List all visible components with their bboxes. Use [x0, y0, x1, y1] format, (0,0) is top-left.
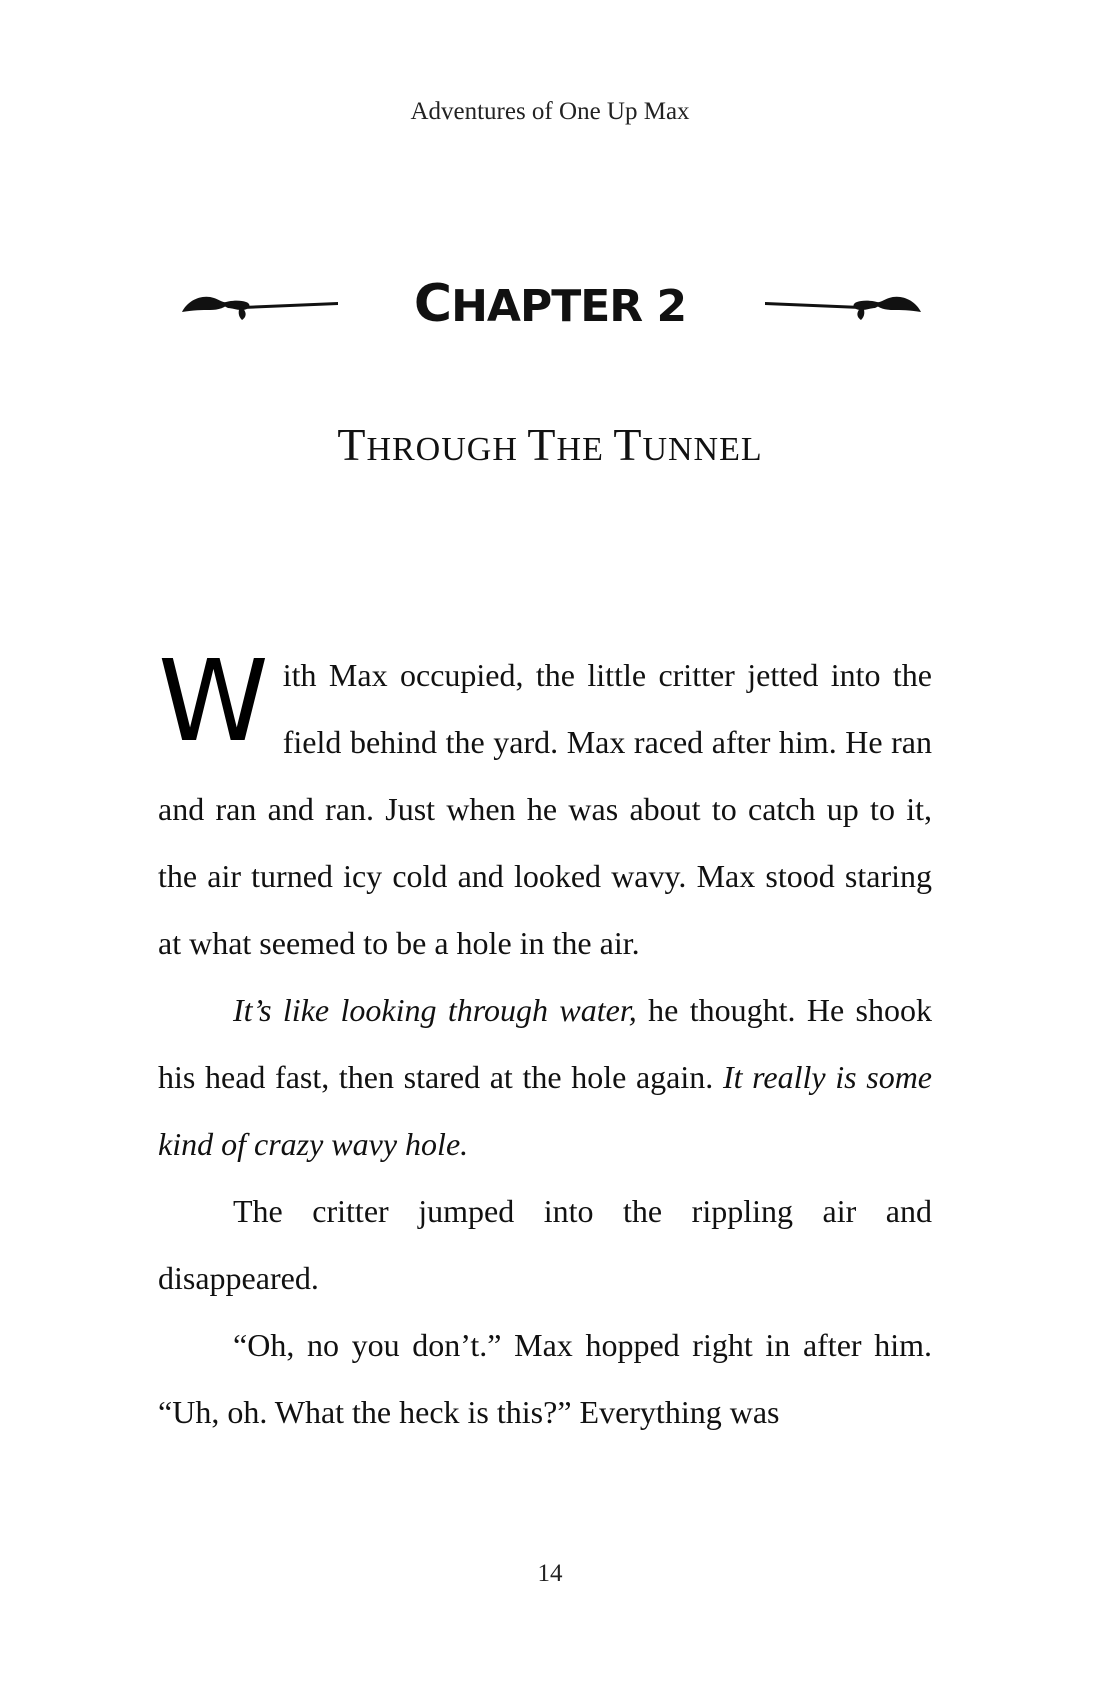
chapter-label: HAPTER 2: [451, 281, 687, 332]
paragraph-4: “Oh, no you don’t.” Max hopped right in after him. “Uh, oh. What the heck is this?” Everything was: [158, 1327, 932, 1430]
body-text: [158, 637, 933, 1446]
flourish-right-icon: [763, 286, 923, 326]
paragraph-3: The critter jumped into the rippling air and disappeared.: [158, 1193, 932, 1296]
paragraph-2: It’s like looking through water, he thought. He shook his head fast, then stared at the hole again. It really is some kind of crazy wavy hole.: [158, 992, 933, 1162]
page-number: 14: [537, 1560, 563, 1587]
paragraph-1: With Max occupied, the little critter jetted into the field behind the yard. Max raced after him. He ran and ran and ran. Just when he was about to catch up to it, the air turned icy cold and looked wavy. Max stood staring at what seemed to be a hole in the air.: [158, 637, 932, 961]
chapter-title: THROUGH THE TUNNEL: [337, 419, 763, 470]
running-header: Adventures of One Up Max: [410, 98, 690, 125]
drop-cap: W: [158, 637, 269, 767]
chapter-heading: [0, 268, 1100, 338]
chapter-label-cap: C: [413, 274, 452, 334]
